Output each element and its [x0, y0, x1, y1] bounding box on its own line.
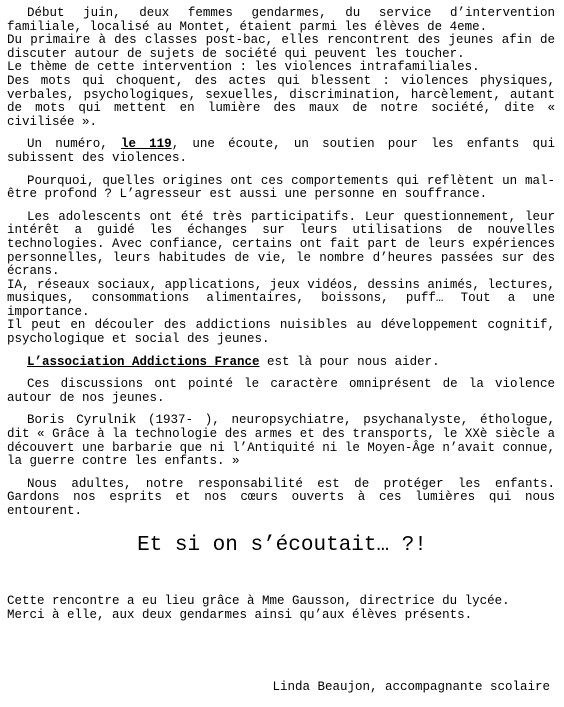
- intro-paragraph-2: Du primaire à des classes post-bac, elles rencontrent des jeunes afin de discuter autour de sujets de société qui peuvent les toucher.: [7, 33, 555, 61]
- helpline-119-link[interactable]: le 119: [120, 137, 172, 152]
- origins-paragraph: Pourquoi, quelles origines ont ces comportements qui reflètent un mal-être profond ? L’agresseur est aussi une personne en souffrance.: [7, 173, 555, 202]
- teens-addictions: Il peut en découler des addictions nuisibles au développement cognitif, psychologique et social des jeunes.: [7, 318, 555, 347]
- adults-paragraph: Nous adultes, notre responsabilité est de protéger les enfants. Gardons nos esprits et nos cœurs ouverts à ces lumières qui nous entourent.: [7, 476, 555, 518]
- intro-paragraph: Début juin, deux femmes gendarmes, du service d’intervention familiale, localisé au Montet, étaient parmi les élèves de 4eme.: [7, 6, 555, 34]
- association-text-after: est là pour nous aider.: [259, 354, 440, 369]
- helpline-text-before: Un numéro,: [27, 137, 121, 152]
- article-body: [7, 7, 555, 519]
- helpline-paragraph: [7, 138, 555, 165]
- author-signature: Linda Beaujon, accompagnante scolaire: [272, 680, 550, 694]
- addictions-france-link[interactable]: L’association Addictions France: [27, 354, 260, 369]
- closing-title: Et si on s’écoutait… ?!: [137, 534, 427, 557]
- discussions-paragraph: Ces discussions ont pointé le caractère omniprésent de la violence autour de nos jeunes.: [7, 377, 555, 405]
- intro-theme: Le thème de cette intervention : les violences intrafamiliales.: [7, 60, 480, 75]
- teens-paragraph: Les adolescents ont été très participatifs. Leur questionnement, leur intérêt a guidé les échanges sur leurs utilisations de nouvelles technologies. Avec confiance, certains ont fait part de leurs expériences personnelles, leurs habitudes de vie, le nombre d’heures passées sur des écrans.: [7, 209, 555, 279]
- thanks-line-1: Cette rencontre a eu lieu grâce à Mme Gausson, directrice du lycée.: [7, 594, 510, 608]
- association-paragraph: [7, 356, 555, 370]
- cyrulnik-quote: Boris Cyrulnik (1937- ), neuropsychiatre, psychanalyste, éthologue, dit « Grâce à la technologie des armes et des transports, le XXè siècle a découvert une barbarie que ni l’Antiquité ni le Moyen-Âge n’avait connue, la guerre contre les enfants. »: [7, 413, 555, 469]
- thanks-line-2: Merci à elle, aux deux gendarmes ainsi qu’aux élèves présents.: [7, 607, 473, 622]
- helpline-text-after: , une écoute, un soutien pour les enfants qui subissent des violences.: [7, 137, 555, 165]
- intro-violences: Des mots qui choquent, des actes qui blessent : violences physiques, verbales, psychologiques, sexuelles, discrimination, harcèlement, autant de mots qui mettent en lumière des maux de notre société, dite « civilisée ».: [7, 73, 555, 129]
- thanks-block: [7, 595, 555, 622]
- teens-list: IA, réseaux sociaux, applications, jeux vidéos, dessins animés, lectures, musiques, consommations alimentaires, boissons, puff… Tout a une importance.: [7, 277, 555, 319]
